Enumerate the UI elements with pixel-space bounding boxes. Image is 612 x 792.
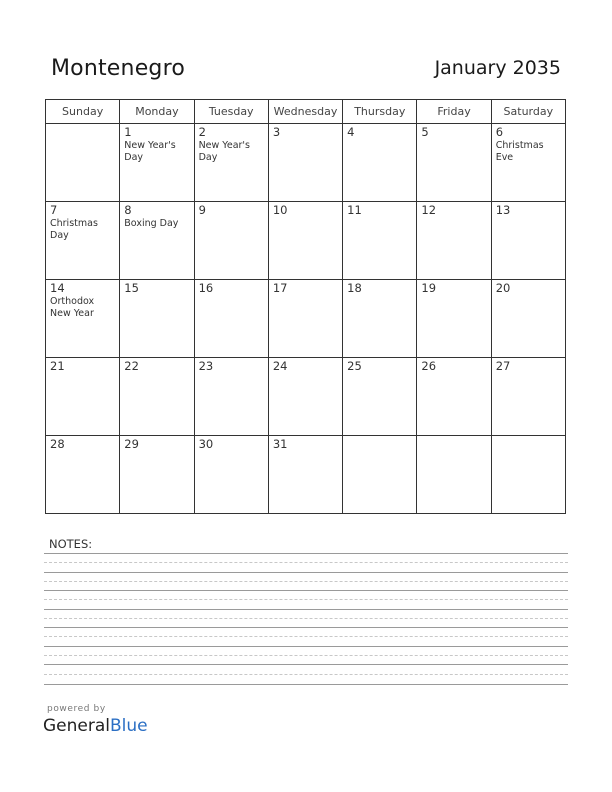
day-number: 29 [124, 437, 139, 451]
calendar-day-cell [491, 202, 565, 280]
weekday-header: Tuesday [194, 100, 268, 124]
calendar-empty-cell [343, 436, 417, 514]
notes-line [44, 572, 568, 573]
day-number: 8 [124, 203, 132, 217]
calendar-country-title: Montenegro [51, 56, 186, 81]
day-number: 26 [421, 359, 437, 373]
calendar-day-cell [343, 202, 417, 280]
calendar-day-cell [194, 202, 268, 280]
notes-guide-line [44, 562, 568, 563]
weekday-header: Thursday [343, 100, 417, 124]
notes-guide-line [44, 618, 568, 619]
calendar-empty-cell [491, 436, 565, 514]
calendar-day-cell [120, 358, 194, 436]
powered-by-text: powered by [47, 704, 106, 714]
day-number: 18 [347, 281, 362, 295]
day-number: 23 [198, 359, 214, 373]
weekday-header-row [46, 100, 566, 124]
day-number: 14 [50, 281, 65, 295]
day-number: 9 [198, 203, 206, 217]
holiday-label: New Year's Day [124, 140, 176, 163]
notes-guide-line [44, 655, 568, 656]
calendar-day-cell [194, 358, 268, 436]
weekday-header: Friday [417, 100, 491, 124]
calendar-day-cell [46, 202, 120, 280]
notes-label: NOTES: [49, 537, 93, 551]
notes-line [44, 664, 568, 665]
holiday-label: Christmas Day [50, 218, 98, 241]
calendar-day-cell [343, 124, 417, 202]
calendar-week-row [46, 202, 566, 280]
calendar-day-cell [120, 124, 194, 202]
generalblue-logo[interactable] [43, 716, 148, 736]
notes-line [44, 609, 568, 610]
calendar-day-cell [491, 358, 565, 436]
day-number: 16 [198, 281, 214, 295]
day-number: 2 [198, 125, 206, 139]
day-number: 30 [198, 437, 214, 451]
calendar-day-cell [417, 280, 491, 358]
calendar-week-row [46, 124, 566, 202]
calendar-day-cell [343, 358, 417, 436]
day-number: 13 [495, 203, 511, 217]
calendar-day-cell [120, 436, 194, 514]
calendar-empty-cell [417, 436, 491, 514]
notes-guide-line [44, 599, 568, 600]
notes-line [44, 553, 568, 554]
notes-guide-line [44, 674, 568, 675]
notes-guide-line [44, 636, 568, 637]
calendar-day-cell [268, 436, 342, 514]
notes-line [44, 646, 568, 647]
day-number: 11 [347, 203, 362, 217]
calendar-day-cell [417, 124, 491, 202]
day-number: 24 [272, 359, 288, 373]
calendar-day-cell [46, 280, 120, 358]
calendar-day-cell [417, 358, 491, 436]
day-number: 21 [50, 359, 65, 373]
calendar-week-row [46, 280, 566, 358]
calendar-week-row [46, 436, 566, 514]
day-number: 10 [272, 203, 288, 217]
calendar-week-row [46, 358, 566, 436]
holiday-label: New Year's Day [198, 140, 250, 163]
calendar-day-cell [194, 280, 268, 358]
day-number: 15 [124, 281, 139, 295]
day-number: 4 [347, 125, 355, 139]
calendar-day-cell [194, 436, 268, 514]
calendar-day-cell [268, 280, 342, 358]
day-number: 1 [124, 125, 132, 139]
calendar-day-cell [194, 124, 268, 202]
day-number: 19 [421, 281, 437, 295]
calendar-day-cell [46, 436, 120, 514]
day-number: 3 [272, 125, 281, 139]
calendar-day-cell [268, 358, 342, 436]
weekday-header: Saturday [491, 100, 565, 124]
calendar-day-cell [491, 124, 565, 202]
weekday-header: Sunday [46, 100, 120, 124]
weekday-header: Wednesday [268, 100, 342, 124]
day-number: 7 [50, 203, 58, 217]
calendar-day-cell [120, 202, 194, 280]
notes-line [44, 684, 568, 685]
calendar-grid [45, 99, 566, 514]
calendar-day-cell [417, 202, 491, 280]
notes-line [44, 627, 568, 628]
day-number: 28 [50, 437, 65, 451]
calendar-day-cell [120, 280, 194, 358]
day-number: 5 [421, 125, 429, 139]
day-number: 12 [421, 203, 437, 217]
calendar-day-cell [268, 124, 342, 202]
notes-guide-line [44, 581, 568, 582]
brand-name-part2: Blue [110, 716, 148, 736]
calendar-day-cell [268, 202, 342, 280]
weekday-header: Monday [120, 100, 194, 124]
day-number: 17 [272, 281, 288, 295]
calendar-day-cell [343, 280, 417, 358]
holiday-label: Boxing Day [124, 218, 179, 229]
calendar-day-cell [491, 280, 565, 358]
day-number: 20 [495, 281, 511, 295]
day-number: 31 [272, 437, 288, 451]
calendar-day-cell [46, 358, 120, 436]
day-number: 6 [495, 125, 504, 139]
brand-name-part1: General [43, 716, 110, 736]
notes-line [44, 590, 568, 591]
calendar-month-title: January 2035 [434, 57, 561, 79]
holiday-label: Orthodox New Year [50, 296, 95, 319]
day-number: 25 [347, 359, 362, 373]
holiday-label: Christmas Eve [495, 140, 544, 163]
day-number: 22 [124, 359, 139, 373]
day-number: 27 [495, 359, 511, 373]
calendar-empty-cell [46, 124, 120, 202]
